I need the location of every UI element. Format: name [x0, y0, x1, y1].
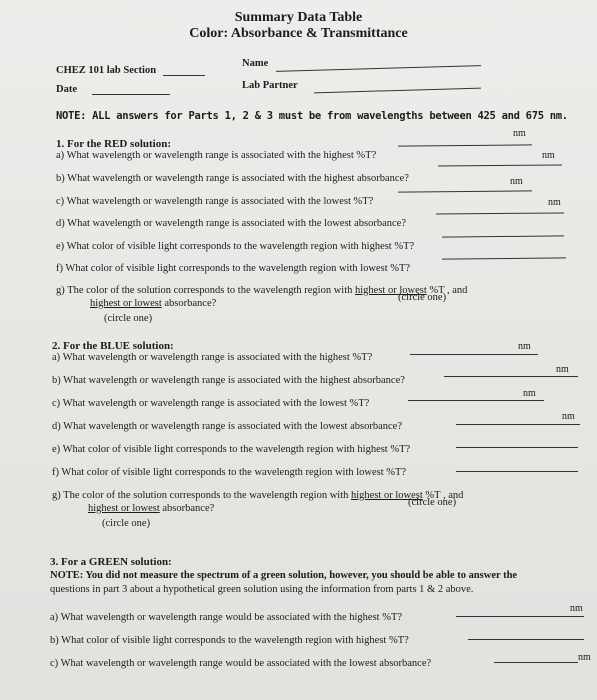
- part2-question-a: a) What wavelength or wavelength range is associated with the highest %T?: [52, 352, 373, 363]
- part1-answer-c[interactable]: [398, 190, 532, 192]
- part2-unit-b: nm: [556, 364, 569, 375]
- part2-g-choice-abs[interactable]: highest or lowest: [88, 503, 160, 514]
- part3-note-line2: questions in part 3 about a hypothetical green solution using the information from parts 1 & 2 above.: [50, 584, 474, 595]
- part1-answer-b[interactable]: [438, 164, 562, 166]
- part1-heading: 1. For the RED solution:: [56, 138, 171, 150]
- part2-g-choice-t[interactable]: highest or lowest: [351, 490, 423, 501]
- part2-question-g-line2: [88, 503, 214, 514]
- part1-g-choice-t[interactable]: highest or lowest: [355, 285, 427, 296]
- part3-note-line1: NOTE: You did not measure the spectrum of a green solution, however, you should be able to answer the: [50, 570, 518, 581]
- part2-circle-one-1: (circle one): [408, 497, 457, 508]
- part2-heading: 2. For the BLUE solution:: [52, 340, 174, 352]
- date-field[interactable]: [92, 94, 170, 95]
- part3-answer-b[interactable]: [468, 639, 584, 640]
- part1-g-mid: %T , and: [429, 285, 468, 296]
- part2-answer-d[interactable]: [456, 424, 580, 425]
- part1-question-b: b) What wavelength or wavelength range is associated with the highest absorbance?: [56, 173, 409, 184]
- part1-question-g-line2: [90, 298, 216, 309]
- part2-question-d: d) What wavelength or wavelength range is associated with the lowest absorbance?: [52, 421, 402, 432]
- part2-unit-d: nm: [562, 411, 575, 422]
- page-subtitle: Color: Absorbance & Transmittance: [189, 26, 408, 41]
- part2-answer-e[interactable]: [456, 447, 578, 448]
- part2-question-c: c) What wavelength or wavelength range is associated with the lowest %T?: [52, 398, 370, 409]
- part3-unit-a: nm: [570, 603, 583, 614]
- part1-question-a: a) What wavelength or wavelength range is associated with the highest %T?: [56, 150, 377, 161]
- part3-unit-c: nm: [578, 652, 591, 663]
- part1-answer-a[interactable]: [398, 144, 532, 146]
- part3-answer-a[interactable]: [456, 616, 584, 617]
- part2-answer-f[interactable]: [456, 471, 578, 472]
- part2-answer-c[interactable]: [408, 400, 544, 401]
- part1-g-text: g) The color of the solution corresponds to the wavelength region with: [56, 285, 353, 296]
- part3-question-c: c) What wavelength or wavelength range would be associated with the lowest absorbance?: [50, 658, 432, 669]
- part2-question-g: [52, 490, 463, 501]
- part1-answer-e[interactable]: [442, 235, 564, 237]
- part2-question-b: b) What wavelength or wavelength range is associated with the highest absorbance?: [52, 375, 405, 386]
- part2-g-text: g) The color of the solution corresponds to the wavelength region with: [52, 490, 349, 501]
- part3-question-b: b) What color of visible light corresponds to the wavelength region with highest %T?: [50, 635, 409, 646]
- part2-question-f: f) What color of visible light corresponds to the wavelength region with lowest %T?: [52, 467, 407, 478]
- section-field[interactable]: [163, 75, 205, 76]
- part3-heading: 3. For a GREEN solution:: [50, 556, 172, 568]
- part1-circle-one-2: (circle one): [104, 313, 153, 324]
- part1-question-e: e) What color of visible light corresponds to the wavelength region with highest %T?: [56, 241, 415, 252]
- part2-answer-b[interactable]: [444, 376, 578, 377]
- part1-unit-a: nm: [513, 128, 526, 139]
- part2-g-mid: %T , and: [425, 490, 464, 501]
- partner-field[interactable]: [314, 88, 481, 94]
- part2-answer-a[interactable]: [410, 354, 538, 355]
- part2-unit-a: nm: [518, 341, 531, 352]
- part1-answer-f[interactable]: [442, 257, 566, 259]
- part1-g-choice-abs[interactable]: highest or lowest: [90, 298, 162, 309]
- part1-unit-d: nm: [548, 197, 561, 208]
- page-title: Summary Data Table: [234, 10, 363, 25]
- part1-question-f: f) What color of visible light corresponds to the wavelength region with lowest %T?: [56, 263, 411, 274]
- part1-question-c: c) What wavelength or wavelength range is associated with the lowest %T?: [56, 196, 374, 207]
- part2-unit-c: nm: [523, 388, 536, 399]
- partner-label: Lab Partner: [242, 80, 298, 91]
- name-label: Name: [242, 58, 269, 69]
- part2-question-e: e) What color of visible light corresponds to the wavelength region with highest %T?: [52, 444, 411, 455]
- part1-unit-c: nm: [510, 176, 523, 187]
- part3-answer-c[interactable]: [494, 662, 578, 663]
- part1-g-post: absorbance?: [164, 298, 217, 309]
- name-field[interactable]: [276, 65, 481, 72]
- part1-circle-one-1: (circle one): [398, 292, 447, 303]
- part2-g-post: absorbance?: [162, 503, 215, 514]
- wavelength-note: NOTE: ALL answers for Parts 1, 2 & 3 must be from wavelengths between 425 and 675 nm.: [56, 110, 568, 122]
- part1-answer-d[interactable]: [436, 212, 564, 214]
- part3-question-a: a) What wavelength or wavelength range would be associated with the highest %T?: [50, 612, 403, 623]
- date-label: Date: [56, 84, 77, 95]
- part2-circle-one-2: (circle one): [102, 518, 151, 529]
- part1-unit-b: nm: [542, 150, 555, 161]
- section-label: CHEZ 101 lab Section: [56, 65, 157, 76]
- part1-question-d: d) What wavelength or wavelength range is associated with the lowest absorbance?: [56, 218, 406, 229]
